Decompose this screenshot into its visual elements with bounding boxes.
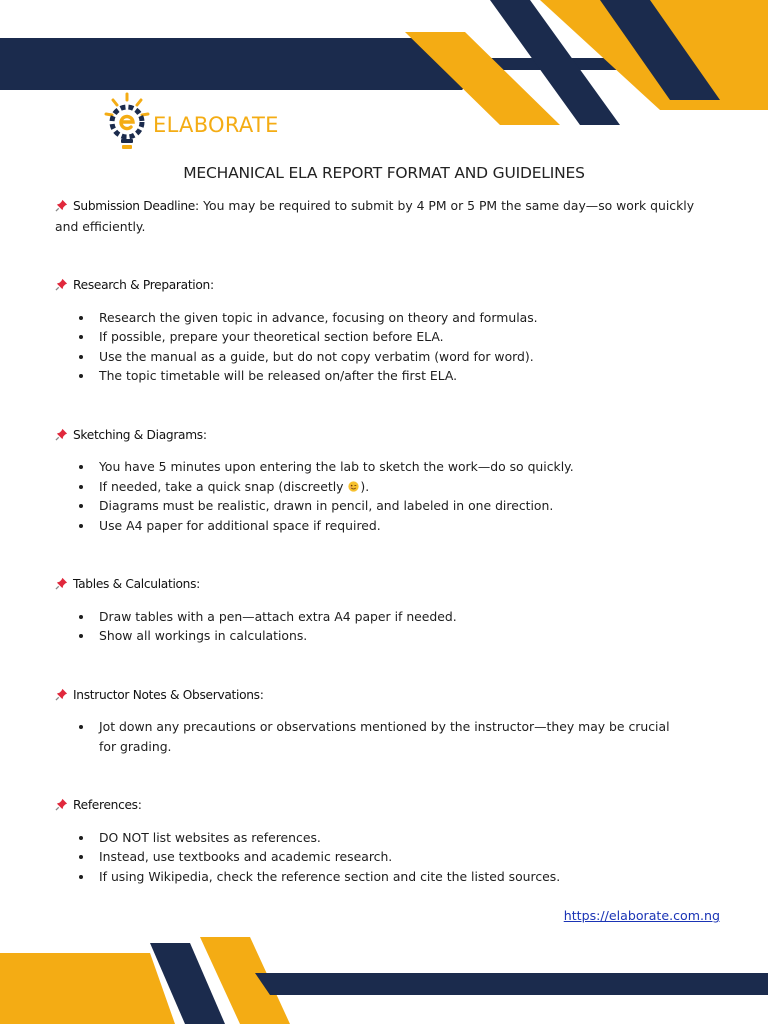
list-item: The topic timetable will be released on/after the first ELA.: [55, 366, 715, 386]
list-item: Show all workings in calculations.: [55, 626, 715, 646]
pushpin-icon: [55, 688, 68, 701]
pushpin-icon: [55, 577, 68, 590]
section-heading: [55, 795, 715, 816]
bullet-list: [55, 607, 715, 646]
heading-colon: :: [196, 576, 201, 591]
heading-colon: :: [209, 277, 215, 292]
list-item: If using Wikipedia, check the reference section and cite the listed sources.: [55, 867, 715, 887]
brand-name: ELABORATE: [153, 113, 279, 137]
bullet-list: [55, 717, 715, 756]
section-heading-text: References: [73, 798, 138, 812]
list-item: Instead, use textbooks and academic research.: [55, 847, 715, 867]
section-heading: [55, 685, 715, 706]
section-heading: [55, 425, 715, 446]
guidelines-body: [55, 196, 715, 886]
submission-deadline-text: : You may be required to submit by 4 PM or 5 PM the same day—so work quickly and efficiently.: [55, 198, 695, 234]
pushpin-icon: [55, 798, 68, 811]
section-heading-text: Tables & Calculations: [73, 577, 197, 591]
section-heading-text: Instructor Notes & Observations: [73, 687, 260, 702]
list-item: Use the manual as a guide, but do not copy verbatim (word for word).: [55, 347, 715, 367]
bullet-list: [55, 308, 715, 386]
heading-colon: :: [202, 426, 208, 442]
section-heading-text: Sketching & Diagrams: [73, 427, 203, 442]
bullet-list: [55, 457, 715, 535]
pushpin-icon: [55, 278, 68, 291]
section-sketching: [55, 425, 715, 536]
section-heading-text: Research & Preparation: [73, 278, 210, 292]
snap-text-after: ).: [360, 478, 370, 494]
pushpin-icon: [55, 428, 68, 441]
list-item: Draw tables with a pen—attach extra A4 paper if needed.: [55, 607, 715, 627]
gold-bottom-left: [0, 953, 175, 1024]
pushpin-icon: [55, 199, 68, 212]
list-item-snap: [55, 477, 715, 497]
wink-emoji-icon: [348, 481, 359, 492]
snap-text-before: If needed, take a quick snap (discreetly: [99, 478, 348, 494]
section-heading: [55, 574, 715, 595]
heading-colon: :: [259, 686, 264, 702]
footer-decoration: [0, 925, 768, 1024]
section-heading: [55, 275, 715, 296]
list-item: Jot down any precautions or observations mentioned by the instructor—they may be crucial for grading.: [55, 717, 715, 756]
intro-paragraph: [55, 196, 715, 236]
section-research: [55, 275, 715, 386]
bullet-list: [55, 828, 715, 887]
list-item: If possible, prepare your theoretical section before ELA.: [55, 327, 715, 347]
website-link[interactable]: https://elaborate.com.ng: [563, 908, 720, 923]
list-item: Diagrams must be realistic, drawn in pencil, and labeled in one direction.: [55, 496, 715, 516]
heading-colon: :: [137, 797, 142, 812]
navy-bottom-band: [255, 973, 768, 995]
page-title: MECHANICAL ELA REPORT FORMAT AND GUIDELINES: [183, 164, 585, 182]
submission-deadline-label: Submission Deadline: [73, 199, 195, 213]
list-item: DO NOT list websites as references.: [55, 828, 715, 848]
section-instructor-notes: [55, 685, 715, 757]
list-item: Use A4 paper for additional space if required.: [55, 516, 715, 536]
list-item: Research the given topic in advance, focusing on theory and formulas.: [55, 308, 715, 328]
list-item: You have 5 minutes upon entering the lab to sketch the work—do so quickly.: [55, 457, 715, 477]
section-references: [55, 795, 715, 886]
bulb-gear-e-icon: [104, 92, 150, 154]
section-tables: [55, 574, 715, 646]
